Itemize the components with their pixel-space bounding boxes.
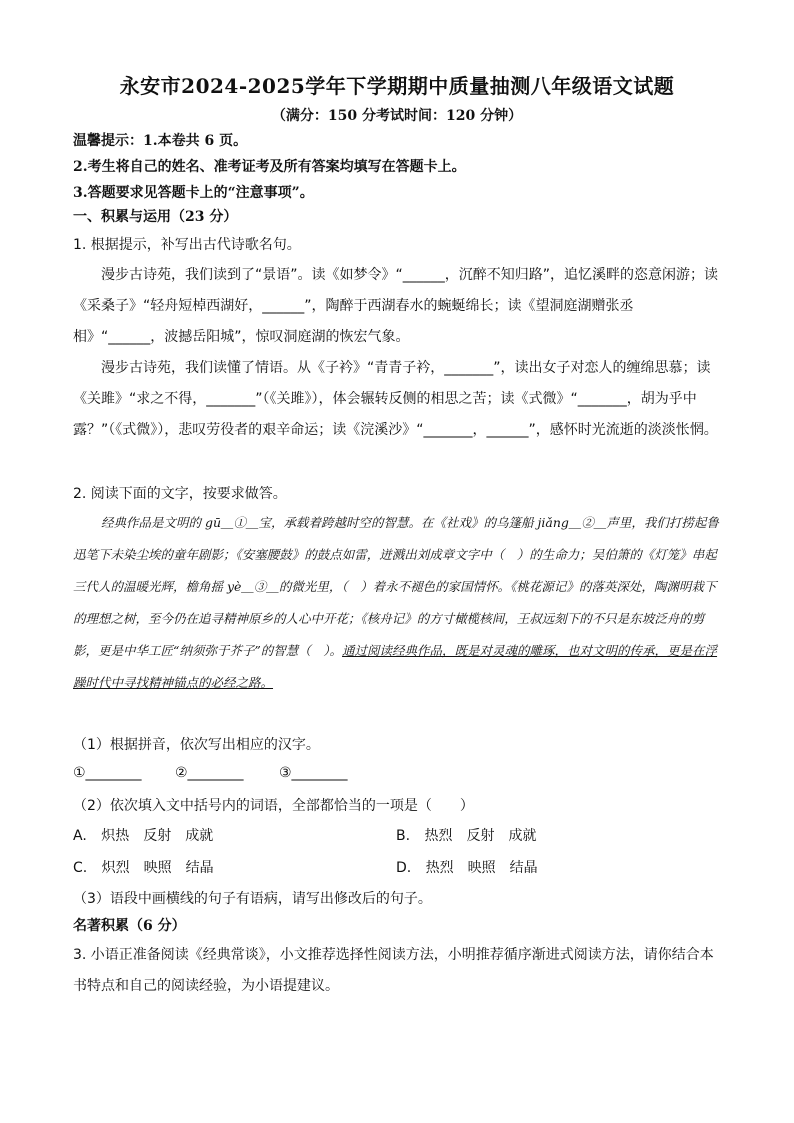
answer-blank-3: ③________ [279, 765, 348, 781]
question-1-paragraph-1: 漫步古诗苑，我们读到了“景语”。读《如梦令》“______，沉醉不知归路”，追忆溪畔的恣意闲游；读《采桑子》“轻舟短棹西湖好，______”，陶醉于西湖春水的蜿蜒绵长；读《望洞庭湖赠张丞相》“______，波撼岳阳城”，惊叹洞庭湖的恢宏气象。 [73, 267, 719, 345]
question-1-stem: 1. 根据提示，补写出古代诗歌名句。 [73, 237, 301, 253]
question-3-text: 3. 小语正准备阅读《经典常谈》，小文推荐选择性阅读方法，小明推荐循序渐进式阅读方法，请你结合本书特点和自己的阅读经验，为小语提建议。 [73, 947, 714, 994]
section-heading-2: 名著积累（6 分） [73, 918, 186, 934]
option-d: D. 热烈 映照 结晶 [396, 860, 538, 876]
subquestion-2: （2）依次填入文中括号内的词语，全部都恰当的一项是（ ） [73, 798, 474, 814]
question-2-stem: 2. 阅读下面的文字，按要求做答。 [73, 486, 287, 502]
question-2-passage [73, 507, 721, 699]
option-b: B. 热烈 反射 成就 [396, 828, 537, 844]
subquestion-3: （3）语段中画横线的句子有语病，请写出修改后的句子。 [73, 891, 432, 907]
underlined-sentence: 通过阅读经典作品，既是对灵魂的雕琢，也对文明的传承，更是在浮躁时代中寻找精神锚点的必经之路。 [73, 643, 718, 690]
option-a: A. 炽热 反射 成就 [73, 828, 214, 844]
tip-line-1: 温馨提示：1.本卷共 6 页。 [73, 133, 248, 149]
answer-blank-1: ①________ [73, 765, 142, 781]
question-1-paragraph-2: 漫步古诗苑，我们读懂了情语。从《子衿》“青青子衿，_______”，读出女子对恋人的缠绵思慕；读《关雎》“求之不得，_______”（《关雎》），体会辗转反侧的相思之苦；读《式微》“_______，胡为乎中露？”（《式微》），悲叹劳役者的艰辛命运；读《浣溪沙》“_______，______”，感怀时光流逝的淡淡怅惘。 [73, 360, 718, 438]
answer-blank-2: ②________ [175, 765, 244, 781]
exam-info: （满分：150 分考试时间：120 分钟） [271, 108, 523, 124]
tip-line-3: 3.答题要求见答题卡上的“注意事项”。 [73, 185, 314, 201]
section-heading-1: 一、积累与运用（23 分） [73, 209, 238, 225]
passage-text: 经典作品是文明的 gū＿①＿宝，承载着跨越时空的智慧。在《社戏》的乌篷船 jiǎng＿②＿声里，我们打捞起鲁迅笔下未染尘埃的童年剧影；《安塞腰鼓》的鼓点如雷，迸溅出刘成章文字中（ ）的生命力；吴伯箫的《灯笼》串起三代人的温暖光辉，檐角摇 yè＿③＿的微光里，（ ）着永不褪色的家国情怀。《桃花源记》的落英深处，陶渊明栽下的理想之树，至今仍在追寻精神原乡的人心中开花；《核舟记》的方寸橄榄核间，王叔远刻下的不只是东坡泛舟的剪影，更是中华工匠“纳须弥于芥子”的智慧（ ）。 [73, 515, 719, 658]
page-title: 永安市2024-2025学年下学期期中质量抽测八年级语文试题 [119, 74, 675, 98]
tip-line-2: 2.考生将自己的姓名、准考证考及所有答案均填写在答题卡上。 [73, 159, 466, 175]
subquestion-1: （1）根据拼音，依次写出相应的汉字。 [73, 737, 320, 753]
option-c: C. 炽烈 映照 结晶 [73, 860, 214, 876]
